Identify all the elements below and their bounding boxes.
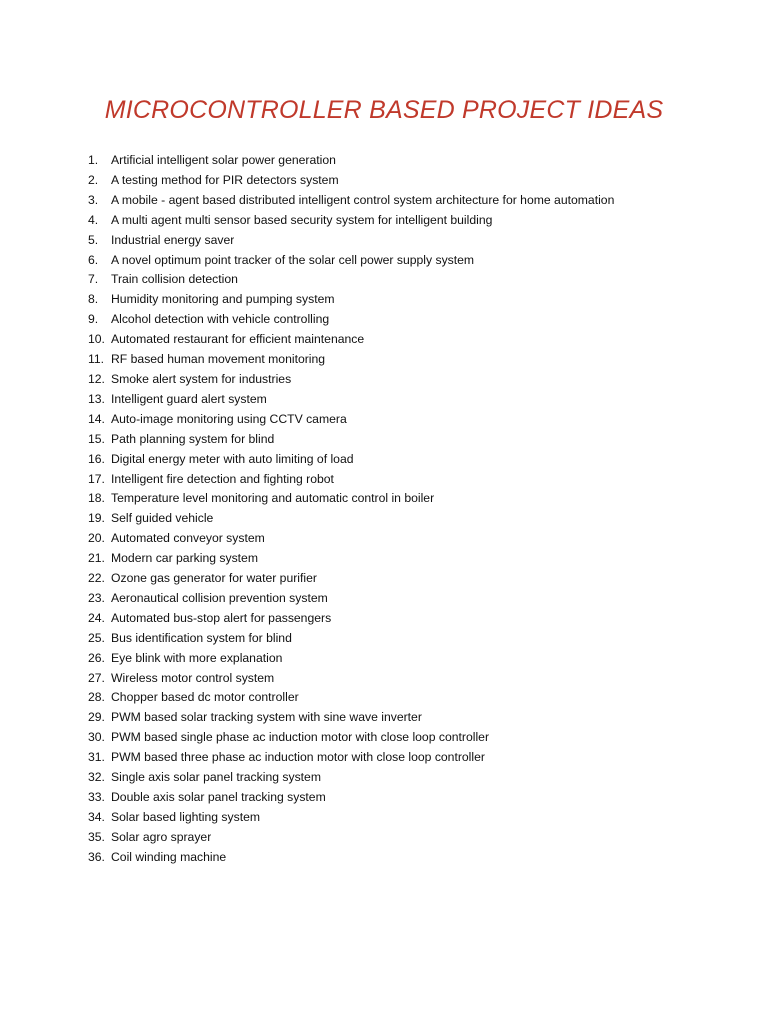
list-item-number: 10.	[88, 332, 105, 347]
list-item	[88, 410, 748, 430]
list-item-number: 27.	[88, 670, 105, 685]
list-item-text: Alcohol detection with vehicle controlling	[111, 312, 330, 327]
list-item	[88, 290, 748, 310]
list-item	[88, 808, 748, 828]
list-item-number: 31.	[88, 750, 105, 765]
list-item-number: 21.	[88, 551, 105, 566]
list-item	[88, 848, 748, 868]
list-item-text: Wireless motor control system	[111, 670, 275, 685]
list-item	[88, 529, 748, 549]
list-item-text: Auto-image monitoring using CCTV camera	[111, 411, 347, 426]
list-item-text: Smoke alert system for industries	[111, 371, 292, 386]
list-item-number: 2.	[88, 172, 99, 187]
list-item-text: Intelligent fire detection and fighting robot	[111, 471, 334, 486]
list-item	[88, 788, 748, 808]
list-item	[88, 270, 748, 290]
list-item-number: 36.	[88, 849, 105, 864]
list-item-text: Humidity monitoring and pumping system	[111, 292, 335, 307]
list-item-number: 13.	[88, 391, 105, 406]
list-item	[88, 708, 748, 728]
list-item-text: Path planning system for blind	[111, 431, 275, 446]
list-item	[88, 748, 748, 768]
list-item	[88, 231, 748, 251]
list-item-text: PWM based solar tracking system with sine wave inverter	[111, 710, 422, 725]
list-item-number: 1.	[88, 153, 99, 167]
list-item-number: 26.	[88, 650, 105, 665]
list-item	[88, 728, 748, 748]
list-item-number: 35.	[88, 829, 105, 844]
list-item-text: Double axis solar panel tracking system	[111, 790, 326, 804]
list-item-text: Coil winding machine	[111, 849, 227, 864]
list-item-number: 16.	[88, 451, 105, 466]
list-item-number: 24.	[88, 610, 105, 625]
list-item-text: Modern car parking system	[111, 551, 258, 566]
list-item	[88, 669, 748, 689]
list-item	[88, 470, 748, 490]
list-item-number: 7.	[88, 272, 99, 287]
list-item-number: 34.	[88, 809, 105, 824]
list-item-number: 23.	[88, 590, 105, 605]
list-item-text: Artificial intelligent solar power generation	[111, 153, 336, 167]
list-item	[88, 768, 748, 788]
list-item-text: A testing method for PIR detectors system	[111, 172, 339, 187]
list-item-text: Ozone gas generator for water purifier	[111, 571, 317, 586]
list-item-number: 25.	[88, 630, 105, 645]
list-item	[88, 370, 748, 390]
list-item	[88, 629, 748, 649]
list-item-text: Intelligent guard alert system	[111, 391, 267, 406]
list-item-number: 14.	[88, 411, 105, 426]
list-item	[88, 211, 748, 231]
list-item-text: Single axis solar panel tracking system	[111, 770, 321, 785]
list-item	[88, 828, 748, 848]
list-item-text: A multi agent multi sensor based security system for intelligent building	[111, 212, 493, 227]
list-item-number: 12.	[88, 371, 105, 386]
list-item-number: 19.	[88, 511, 105, 526]
list-item	[88, 450, 748, 470]
list-item	[88, 330, 748, 350]
list-item-number: 29.	[88, 710, 105, 725]
list-item-text: Industrial energy saver	[111, 232, 235, 247]
list-item-text: RF based human movement monitoring	[111, 352, 326, 367]
list-item	[88, 509, 748, 529]
project-ideas-list	[88, 151, 748, 868]
list-item-number: 32.	[88, 770, 105, 785]
list-item	[88, 151, 748, 171]
list-item-number: 8.	[88, 292, 99, 307]
list-item-text: Automated conveyor system	[111, 531, 265, 546]
list-item-number: 11.	[88, 352, 105, 367]
list-item-number: 5.	[88, 232, 99, 247]
list-item-text: PWM based three phase ac induction motor with close loop controller	[111, 750, 485, 765]
list-item-text: Solar agro sprayer	[111, 829, 212, 844]
list-item-text: Aeronautical collision prevention system	[111, 590, 328, 605]
list-item-text: Eye blink with more explanation	[111, 650, 283, 665]
list-item	[88, 171, 748, 191]
list-item-text: Digital energy meter with auto limiting of load	[111, 451, 354, 466]
list-item-number: 17.	[88, 471, 105, 486]
list-item	[88, 251, 748, 271]
list-item-text: Solar based lighting system	[111, 809, 261, 824]
list-item-text: A mobile - agent based distributed intelligent control system architecture for home automation	[111, 192, 615, 207]
list-item-number: 22.	[88, 571, 105, 586]
list-item-number: 30.	[88, 730, 105, 745]
list-item	[88, 569, 748, 589]
list-item-number: 20.	[88, 531, 105, 546]
list-item	[88, 489, 748, 509]
list-item-text: PWM based single phase ac induction motor with close loop controller	[111, 730, 490, 745]
list-item	[88, 191, 748, 211]
list-item	[88, 549, 748, 569]
list-item-number: 9.	[88, 312, 99, 327]
list-item	[88, 430, 748, 450]
list-item	[88, 310, 748, 330]
list-item-text: Bus identification system for blind	[111, 630, 292, 645]
list-item-text: Train collision detection	[111, 272, 238, 287]
document-title: MICROCONTROLLER BASED PROJECT IDEAS	[104, 96, 664, 124]
list-item-number: 6.	[88, 252, 99, 267]
list-item-text: A novel optimum point tracker of the solar cell power supply system	[111, 252, 475, 267]
list-item	[88, 350, 748, 370]
list-item	[88, 609, 748, 629]
list-item-number: 4.	[88, 212, 99, 227]
list-item-number: 28.	[88, 690, 105, 705]
list-item	[88, 688, 748, 708]
list-item-number: 33.	[88, 790, 105, 804]
list-item-number: 18.	[88, 491, 105, 506]
list-item	[88, 589, 748, 609]
list-item-text: Self guided vehicle	[111, 511, 214, 526]
list-item-text: Automated bus-stop alert for passengers	[111, 610, 332, 625]
list-item-number: 3.	[88, 192, 99, 207]
list-item-text: Chopper based dc motor controller	[111, 690, 299, 705]
list-item-number: 15.	[88, 431, 105, 446]
list-item-text: Automated restaurant for efficient maintenance	[111, 332, 365, 347]
list-item-text: Temperature level monitoring and automatic control in boiler	[111, 491, 435, 506]
list-item	[88, 649, 748, 669]
list-item	[88, 390, 748, 410]
